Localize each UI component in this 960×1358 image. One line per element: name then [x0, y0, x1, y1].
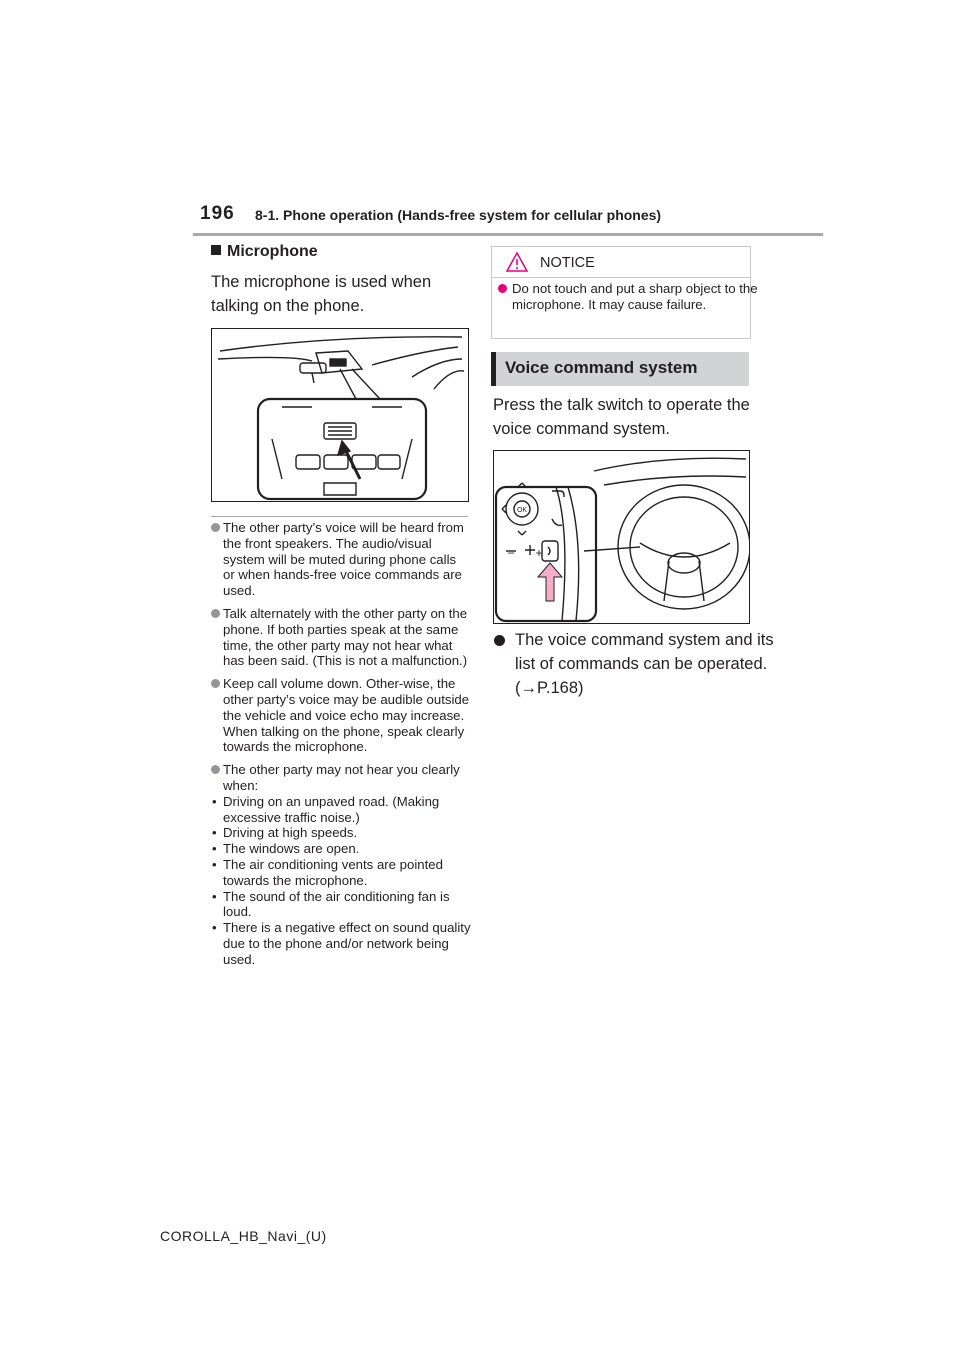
microphone-illustration	[211, 328, 469, 502]
footer-doc-id: COROLLA_HB_Navi_(U)	[160, 1228, 327, 1244]
microphone-notes	[211, 520, 471, 975]
chapter-title: 8-1. Phone operation (Hands-free system for cellular phones)	[255, 207, 662, 223]
sub-item: • Driving at high speeds.	[212, 825, 358, 841]
list-item: Talk alternately with the other party on the phone. If both parties speak at the same time, the other party may not hear what has been said. (This is not a malfunction.)	[211, 606, 471, 669]
microphone-intro: The microphone is used when talking on the phone.	[211, 273, 432, 315]
bullet-icon	[494, 635, 505, 646]
warning-triangle-icon	[506, 252, 528, 272]
sub-item: • Driving on an unpaved road. (Making excessive traffic noise.)	[212, 793, 440, 825]
sub-item: • The air conditioning vents are pointed towards the microphone.	[212, 856, 443, 888]
microphone-heading-text: Microphone	[227, 243, 318, 260]
bullet-icon	[211, 523, 220, 532]
notice-box	[491, 246, 758, 339]
notice-title: NOTICE	[540, 255, 595, 271]
sub-item: • The sound of the air conditioning fan is loud.	[212, 888, 450, 920]
bullet-icon	[211, 765, 220, 774]
steering-switch-drawing	[494, 451, 749, 623]
square-bullet-icon	[211, 245, 221, 255]
notice-item: Do not touch and put a sharp object to the microphone. It may cause failure.	[498, 281, 760, 312]
bullet-icon	[211, 679, 220, 688]
voice-command-intro: Press the talk switch to operate the voice command system.	[493, 396, 750, 438]
sub-item: • The windows are open.	[212, 841, 360, 857]
list-item: Keep call volume down. Other-wise, the other party’s voice may be audible outside the vehicle and voice echo may increase. When talking on the phone, speak clearly towards the microphone.	[211, 676, 471, 755]
list-item: The other party’s voice will be heard from the front speakers. The audio/visual system will be muted during phone calls or when hands-free voice commands are used.	[211, 520, 471, 599]
notice-header	[492, 247, 750, 278]
arrow-icon: →	[520, 679, 537, 697]
sub-item: • There is a negative effect on sound quality due to the phone and/or network being used.	[212, 920, 471, 967]
microphone-heading	[211, 243, 318, 261]
voice-command-heading: Voice command system	[491, 352, 749, 386]
figure-rule	[211, 516, 468, 517]
ok-button-label: OK	[516, 507, 528, 514]
steering-wheel-illustration	[493, 450, 750, 624]
list-item: The other party may not hear you clearly when: • Driving on an unpaved road. (Making excessive traffic noise.) • Driving at high speeds. • The windows are open. • The air conditioning vents are pointed towards the microphone. • The sound of the air conditioning fan is loud. • There is a negative effect on sound quality due to the phone and/or network being used.	[212, 762, 471, 967]
bullet-icon	[211, 609, 220, 618]
overhead-console-drawing	[212, 329, 468, 501]
header-rule	[193, 233, 823, 236]
page-number: 196	[200, 203, 235, 224]
voice-command-item: The voice command system and its list of commands can be operated. (→P.168)	[493, 628, 775, 700]
volume-up-label: +	[535, 546, 543, 560]
conditions-list	[211, 794, 471, 968]
page-reference[interactable]: P.168)	[537, 679, 584, 697]
volume-down-label: −	[507, 546, 515, 560]
bullet-icon	[498, 284, 507, 293]
